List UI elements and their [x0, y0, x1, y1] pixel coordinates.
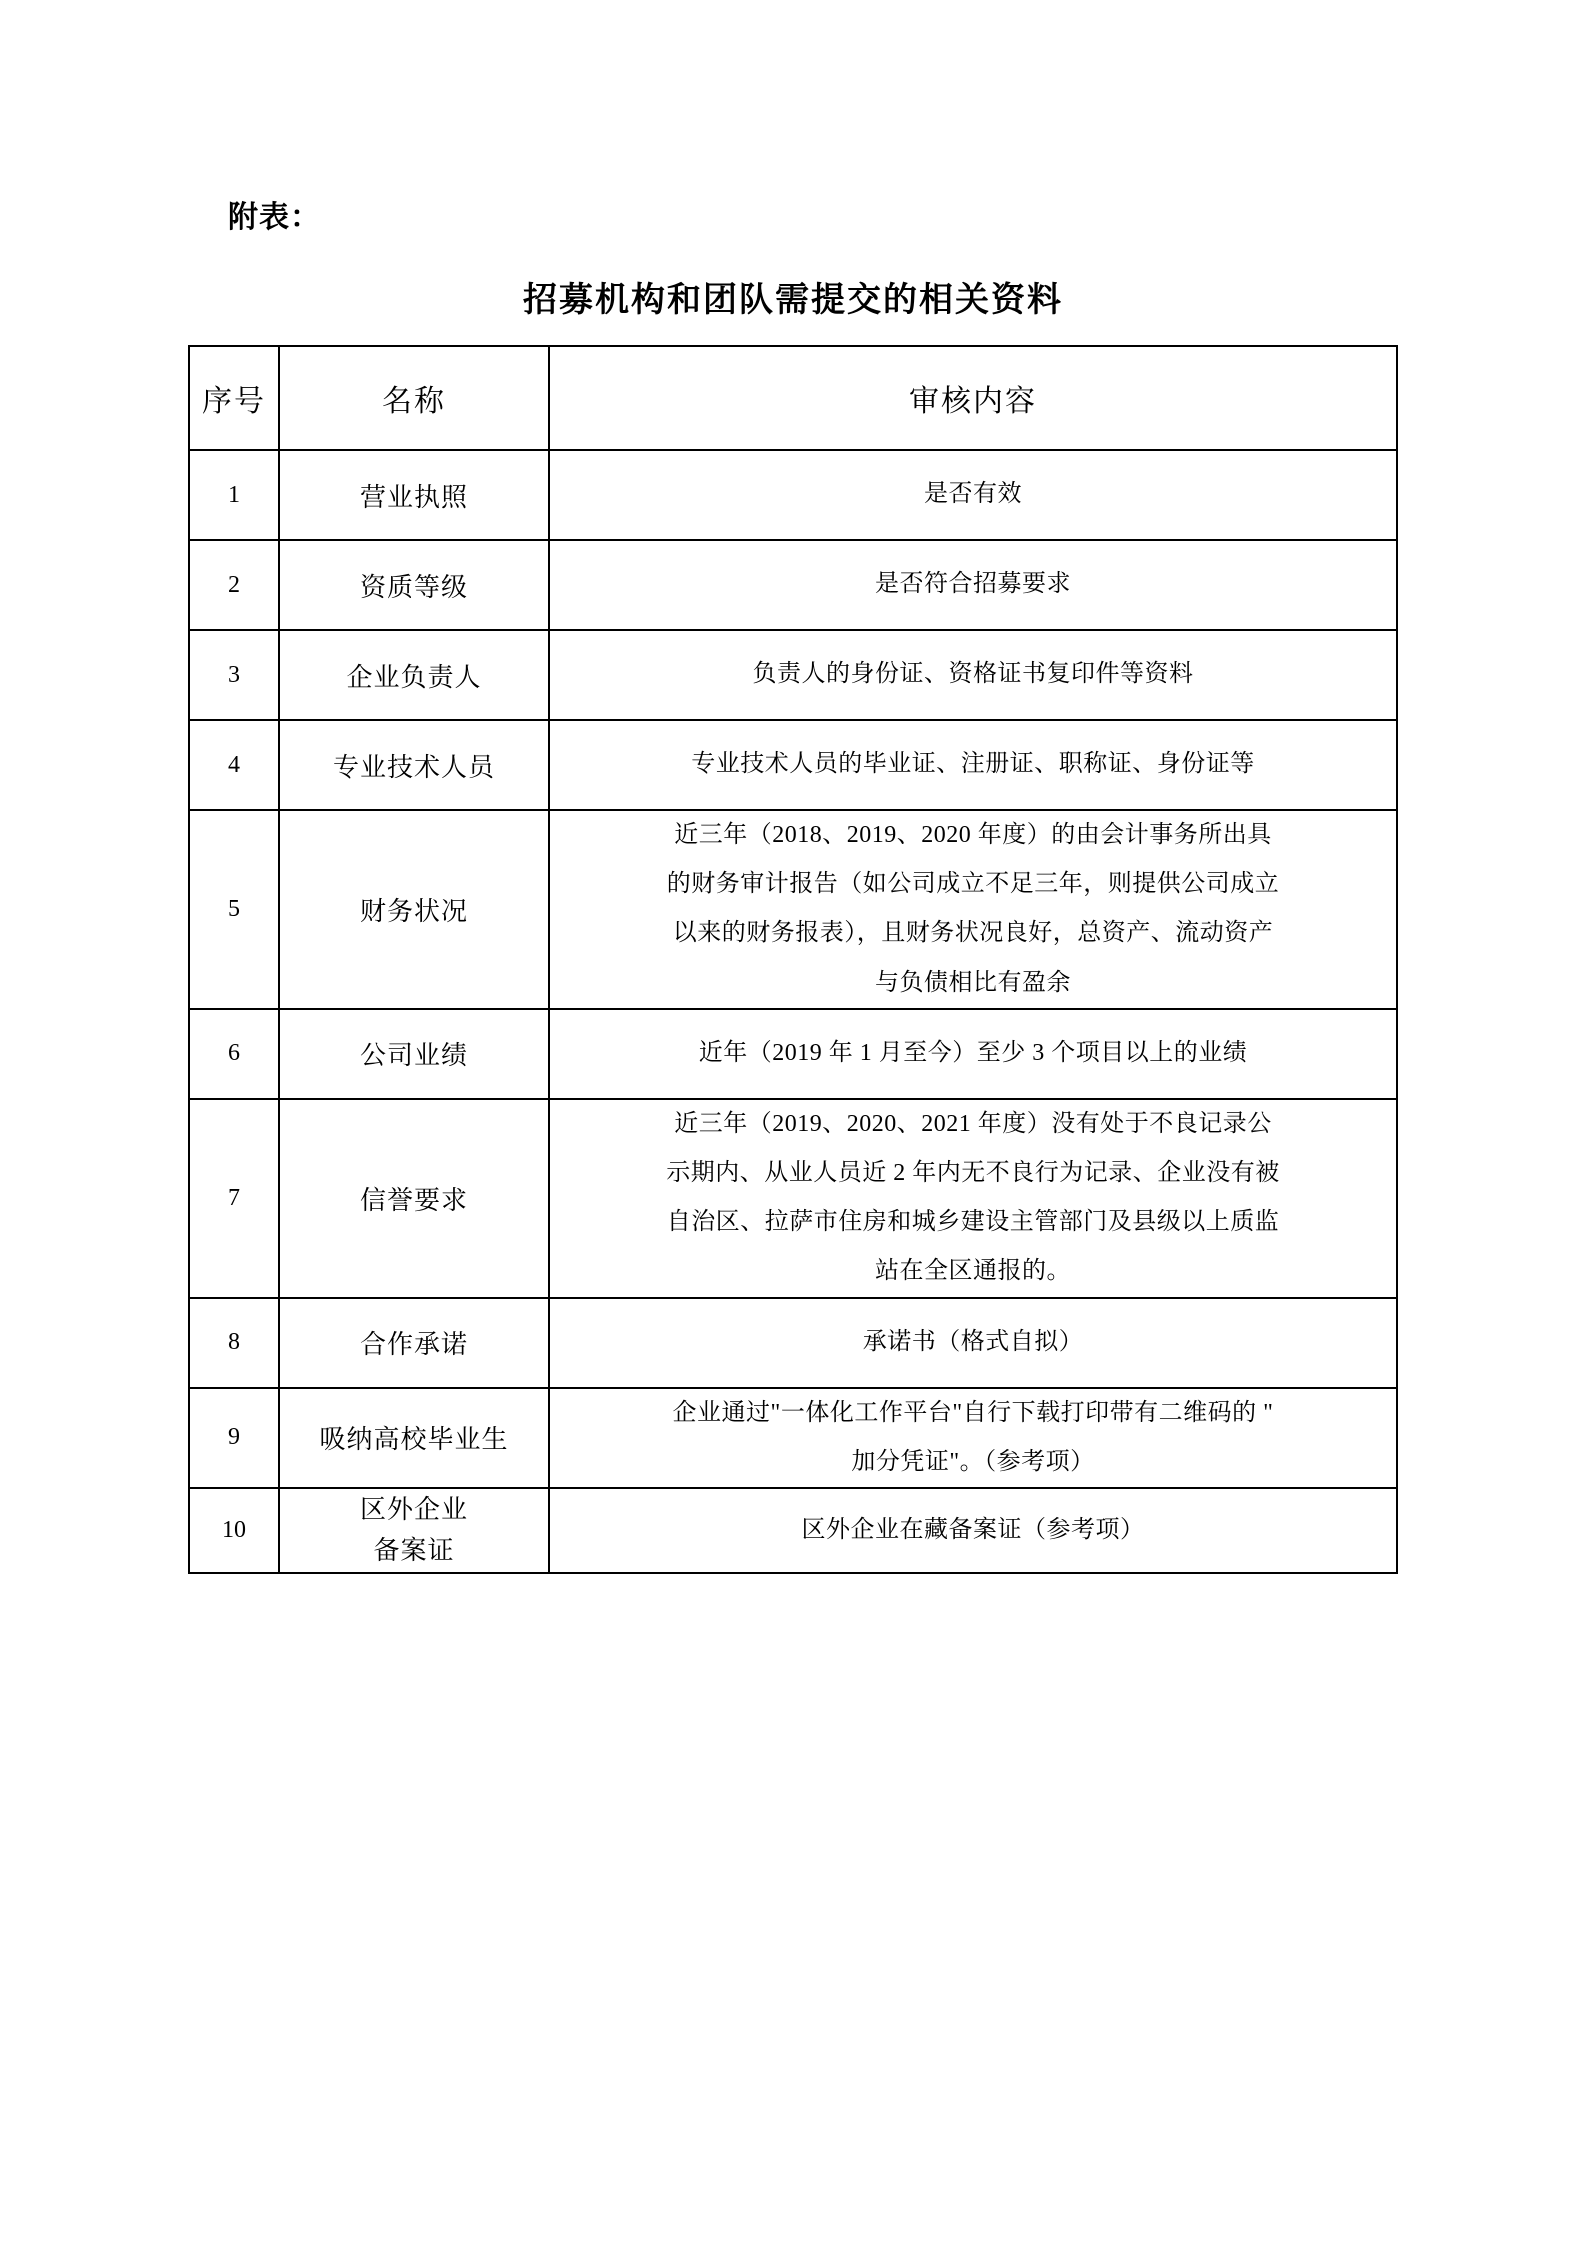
content-line: 自治区、拉萨市住房和城乡建设主管部门及县级以上质监 [666, 1209, 1280, 1236]
table-row [189, 1009, 1397, 1099]
row-no: 6 [189, 1009, 279, 1099]
requirements-table [188, 345, 1398, 1574]
row-name: 吸纳高校毕业生 [279, 1388, 549, 1488]
row-content: 是否符合招募要求 [549, 540, 1397, 630]
row-name [279, 1488, 549, 1573]
table-row [189, 630, 1397, 720]
content-line: 的财务审计报告（如公司成立不足三年，则提供公司成立 [666, 871, 1280, 898]
row-name: 公司业绩 [279, 1009, 549, 1099]
row-no: 7 [189, 1099, 279, 1298]
table-row [189, 810, 1397, 1009]
table-row [189, 1099, 1397, 1298]
table-row [189, 1388, 1397, 1488]
row-content: 区外企业在藏备案证（参考项） [549, 1488, 1397, 1573]
row-name: 营业执照 [279, 450, 549, 540]
row-no: 5 [189, 810, 279, 1009]
name-line: 备案证 [373, 1536, 455, 1566]
content-line: 近三年（2018、2019、2020 年度）的由会计事务所出具 [674, 822, 1272, 848]
row-name: 财务状况 [279, 810, 549, 1009]
attachment-label: 附表： [228, 201, 321, 234]
row-no: 9 [189, 1388, 279, 1488]
header-no: 序号 [189, 346, 279, 450]
row-name: 资质等级 [279, 540, 549, 630]
row-name: 合作承诺 [279, 1298, 549, 1388]
content-line: 加分凭证"。（参考项） [851, 1448, 1095, 1475]
row-content: 承诺书（格式自拟） [549, 1298, 1397, 1388]
header-name: 名称 [279, 346, 549, 450]
content-line: 与负债相比有盈余 [875, 969, 1071, 996]
row-content [549, 1099, 1397, 1298]
row-no: 2 [189, 540, 279, 630]
row-no: 10 [189, 1488, 279, 1573]
table-row [189, 1488, 1397, 1573]
name-line: 区外企业 [359, 1494, 468, 1524]
page-title: 招募机构和团队需提交的相关资料 [523, 282, 1063, 319]
row-name: 企业负责人 [279, 630, 549, 720]
row-no: 3 [189, 630, 279, 720]
row-no: 1 [189, 450, 279, 540]
table-row [189, 540, 1397, 630]
header-content: 审核内容 [549, 346, 1397, 450]
content-line: 企业通过"一体化工作平台"自行下载打印带有二维码的 " [672, 1399, 1274, 1426]
table-row [189, 1298, 1397, 1388]
table-row [189, 450, 1397, 540]
row-content: 是否有效 [549, 450, 1397, 540]
row-name: 信誉要求 [279, 1099, 549, 1298]
content-line: 示期内、从业人员近 2 年内无不良行为记录、企业没有被 [666, 1159, 1280, 1186]
row-content: 近年（2019 年 1 月至今）至少 3 个项目以上的业绩 [549, 1009, 1397, 1099]
content-line: 站在全区通报的。 [875, 1258, 1071, 1285]
row-content: 专业技术人员的毕业证、注册证、职称证、身份证等 [549, 720, 1397, 810]
content-line: 近三年（2019、2020、2021 年度）没有处于不良记录公 [674, 1110, 1272, 1137]
row-no: 8 [189, 1298, 279, 1388]
row-no: 4 [189, 720, 279, 810]
table-header-row [189, 346, 1397, 450]
row-content [549, 1388, 1397, 1488]
row-content: 负责人的身份证、资格证书复印件等资料 [549, 630, 1397, 720]
row-name: 专业技术人员 [279, 720, 549, 810]
table-row [189, 720, 1397, 810]
content-line: 以来的财务报表），且财务状况良好，总资产、流动资产 [672, 920, 1274, 947]
row-content [549, 810, 1397, 1009]
